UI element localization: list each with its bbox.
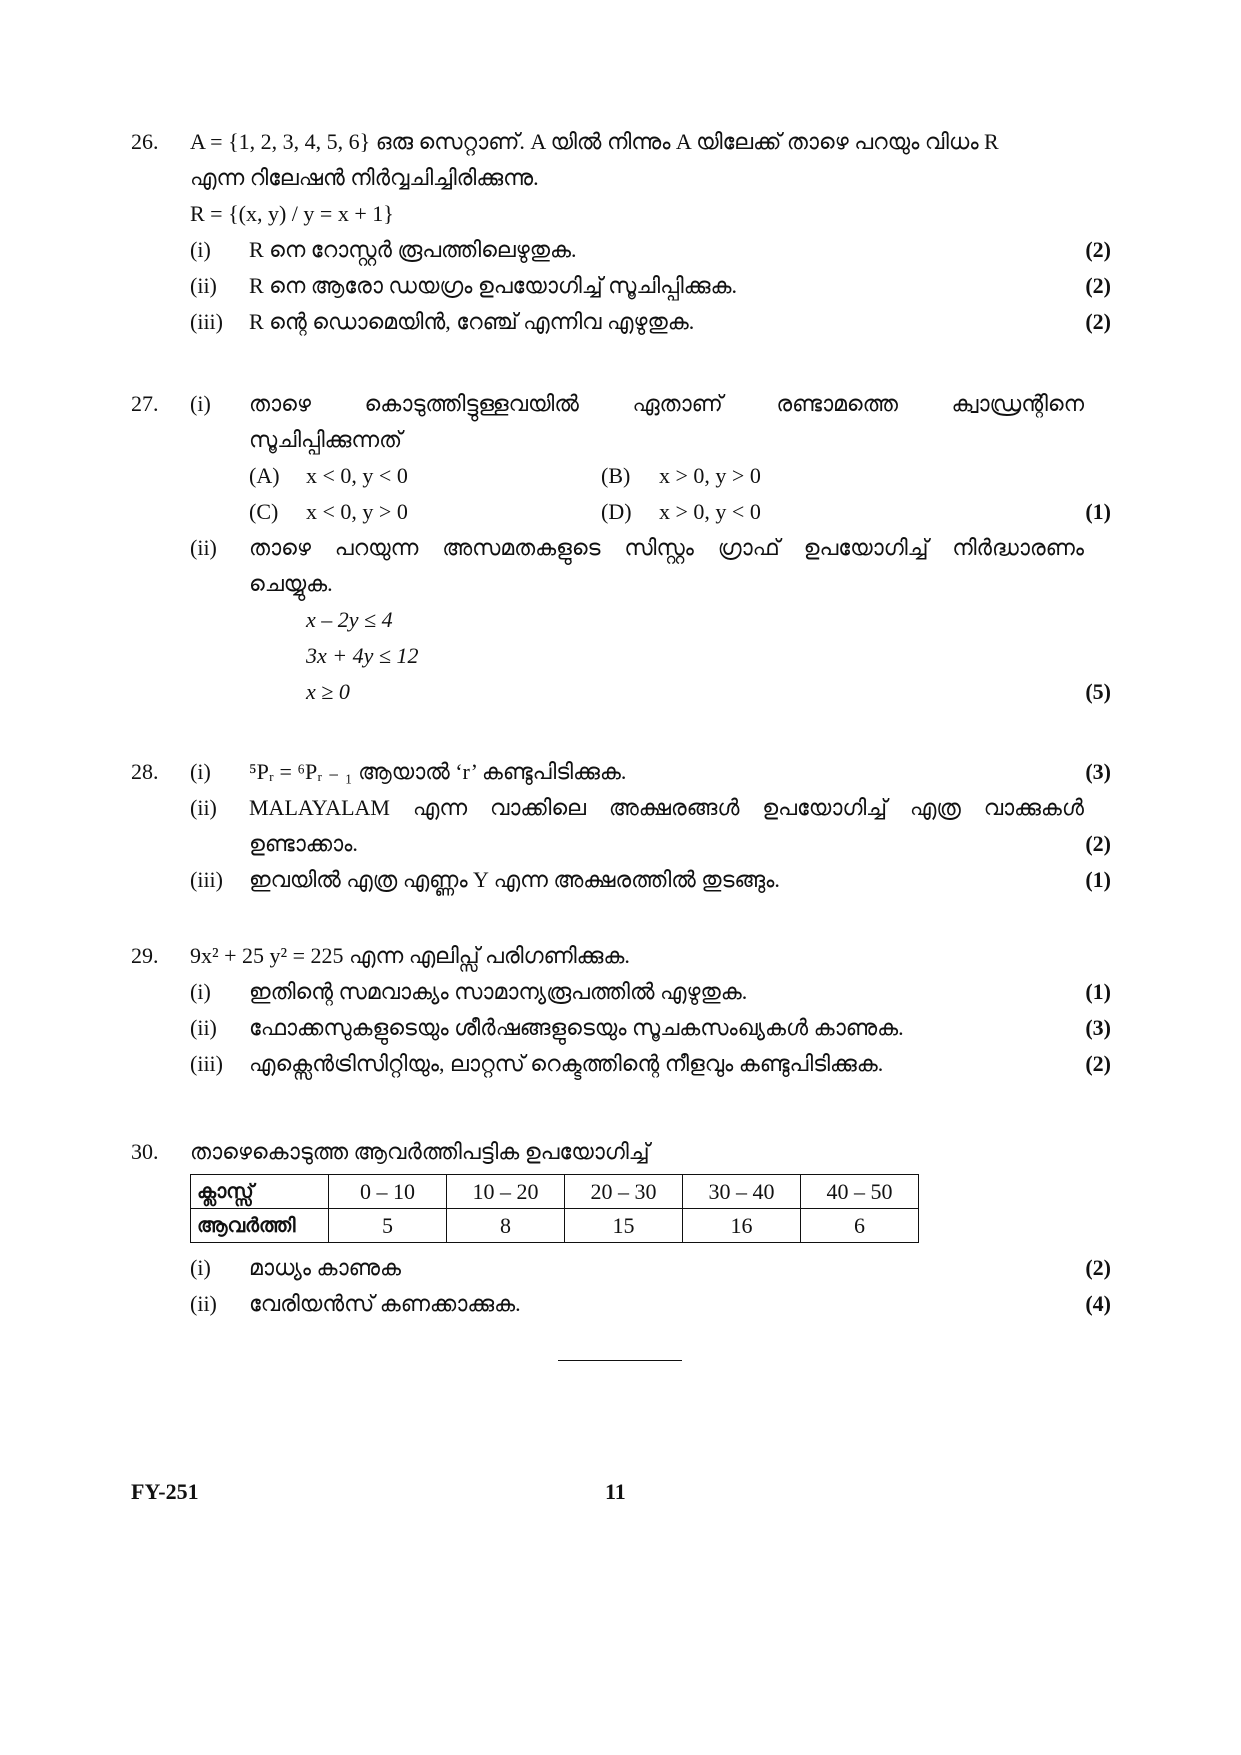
part-text: എക്സെൻട്രിസിറ്റിയും, ലാറ്റസ് റെക്ടത്തിന്റെ നീളവും കണ്ടുപിടിക്കുക. <box>249 1051 884 1076</box>
marks: (1) <box>1085 499 1111 524</box>
part-label: (ii) <box>190 273 217 298</box>
part-label: (i) <box>190 759 211 784</box>
table-cell: 8 <box>447 1209 565 1243</box>
question-27 <box>131 390 1111 714</box>
marks: (1) <box>1085 979 1111 1004</box>
table-cell: 15 <box>565 1209 683 1243</box>
relation-definition: R = {(x, y) / y = x + 1} <box>190 201 394 226</box>
option-text: x > 0, y > 0 <box>659 463 761 488</box>
part-label: (iii) <box>190 1051 223 1076</box>
option-label: (C) <box>249 499 279 524</box>
part-label: (iii) <box>190 309 223 334</box>
table-row-header: ക്ലാസ്സ് <box>191 1175 329 1209</box>
table-cell: 10 – 20 <box>447 1175 565 1209</box>
part-label: (i) <box>190 237 211 262</box>
part-label: (iii) <box>190 867 223 892</box>
option-label: (A) <box>249 463 280 488</box>
part-text: ഇതിന്റെ സമവാക്യം സാമാന്യരൂപത്തിൽ എഴുതുക. <box>249 979 748 1004</box>
marks: (4) <box>1085 1291 1111 1316</box>
question-26 <box>131 128 1111 344</box>
question-30 <box>131 1138 1111 1326</box>
option-text: x > 0, y < 0 <box>659 499 761 524</box>
part-text: ഫോക്കസുകളുടെയും ശീർഷങ്ങളുടെയും സൂചകസംഖ്യകൾ കാണുക. <box>249 1015 904 1040</box>
option-label: (B) <box>601 463 631 488</box>
marks: (2) <box>1085 237 1111 262</box>
inequality: x ≥ 0 <box>306 679 350 704</box>
part-label: (ii) <box>190 535 217 560</box>
table-cell: 40 – 50 <box>801 1175 919 1209</box>
part-label: (i) <box>190 979 211 1004</box>
table-row <box>191 1209 919 1243</box>
part-text: ചെയ്യുക. <box>249 571 333 596</box>
option-text: x < 0, y > 0 <box>306 499 408 524</box>
table-cell: 0 – 10 <box>329 1175 447 1209</box>
page-number: 11 <box>605 1479 626 1504</box>
table-cell: 6 <box>801 1209 919 1243</box>
marks: (2) <box>1085 1051 1111 1076</box>
question-number: 29. <box>131 943 159 968</box>
question-number: 28. <box>131 759 159 784</box>
question-number: 27. <box>131 391 159 416</box>
marks: (2) <box>1085 273 1111 298</box>
part-label: (ii) <box>190 795 217 820</box>
part-text: മാധ്യം കാണുക <box>249 1255 401 1280</box>
marks: (3) <box>1085 759 1111 784</box>
marks: (2) <box>1085 831 1111 856</box>
part-text: ⁵Pᵣ = ⁶Pᵣ ₋ ₁ ആയാൽ ‘r’ കണ്ടുപിടിക്കുക. <box>249 759 627 784</box>
part-text: താഴെ പറയുന്ന അസമതകളുടെ സിസ്റ്റം ഗ്രാഫ് ഉപയോഗിച്ച് നിർദ്ധാരണം <box>249 535 1084 560</box>
marks: (3) <box>1085 1015 1111 1040</box>
table-row-header: ആവർത്തി <box>191 1209 329 1243</box>
option-label: (D) <box>601 499 632 524</box>
part-text: R നെ ആരോ ഡയഗ്രം ഉപയോഗിച്ച് സൂചിപ്പിക്കുക. <box>249 273 737 298</box>
part-text: സൂചിപ്പിക്കുന്നത് <box>249 427 403 452</box>
part-label: (i) <box>190 1255 211 1280</box>
part-text: വേരിയൻസ് കണക്കാക്കുക. <box>249 1291 521 1316</box>
end-divider <box>558 1360 682 1361</box>
inequality: 3x + 4y ≤ 12 <box>306 643 419 668</box>
paper-code: FY-251 <box>131 1479 199 1504</box>
question-number: 26. <box>131 129 159 154</box>
marks: (2) <box>1085 309 1111 334</box>
part-text: R ന്റെ ഡൊമെയിൻ, റേഞ്ച് എന്നിവ എഴുതുക. <box>249 309 695 334</box>
table-cell: 30 – 40 <box>683 1175 801 1209</box>
part-label: (ii) <box>190 1291 217 1316</box>
table-cell: 16 <box>683 1209 801 1243</box>
marks: (2) <box>1085 1255 1111 1280</box>
question-text: 9x² + 25 y² = 225 എന്ന എലിപ്സ് പരിഗണിക്കുക. <box>190 943 630 968</box>
option-text: x < 0, y < 0 <box>306 463 408 488</box>
marks: (1) <box>1085 867 1111 892</box>
question-28 <box>131 758 1111 902</box>
part-text: താഴെ കൊടുത്തിട്ടുള്ളവയിൽ ഏതാണ് രണ്ടാമത്തെ ക്വാഡ്രന്റിനെ <box>249 391 1084 416</box>
part-text: ഇവയിൽ എത്ര എണ്ണം Y എന്ന അക്ഷരത്തിൽ തുടങ്ങും. <box>249 867 780 892</box>
frequency-table <box>190 1174 919 1243</box>
inequality: x – 2y ≤ 4 <box>306 607 393 632</box>
marks: (5) <box>1085 679 1111 704</box>
part-label: (i) <box>190 391 211 416</box>
part-label: (ii) <box>190 1015 217 1040</box>
part-text: ഉണ്ടാക്കാം. <box>249 831 358 856</box>
question-29 <box>131 942 1111 1086</box>
table-cell: 5 <box>329 1209 447 1243</box>
table-row <box>191 1175 919 1209</box>
part-text: MALAYALAM എന്ന വാക്കിലെ അക്ഷരങ്ങൾ ഉപയോഗിച്ച് എത്ര വാക്കുകൾ <box>249 795 1084 820</box>
question-number: 30. <box>131 1139 159 1164</box>
question-text: A = {1, 2, 3, 4, 5, 6} ഒരു സെറ്റാണ്. A യിൽ നിന്നും A യിലേക്ക് താഴെ പറയും വിധം R <box>190 129 999 154</box>
table-cell: 20 – 30 <box>565 1175 683 1209</box>
question-text: താഴെകൊടുത്ത ആവർത്തിപട്ടിക ഉപയോഗിച്ച് <box>190 1139 650 1164</box>
part-text: R നെ റോസ്റ്റർ രൂപത്തിലെഴുതുക. <box>249 237 577 262</box>
question-text: എന്ന റിലേഷൻ നിർവ്വചിച്ചിരിക്കുന്നു. <box>190 165 539 190</box>
